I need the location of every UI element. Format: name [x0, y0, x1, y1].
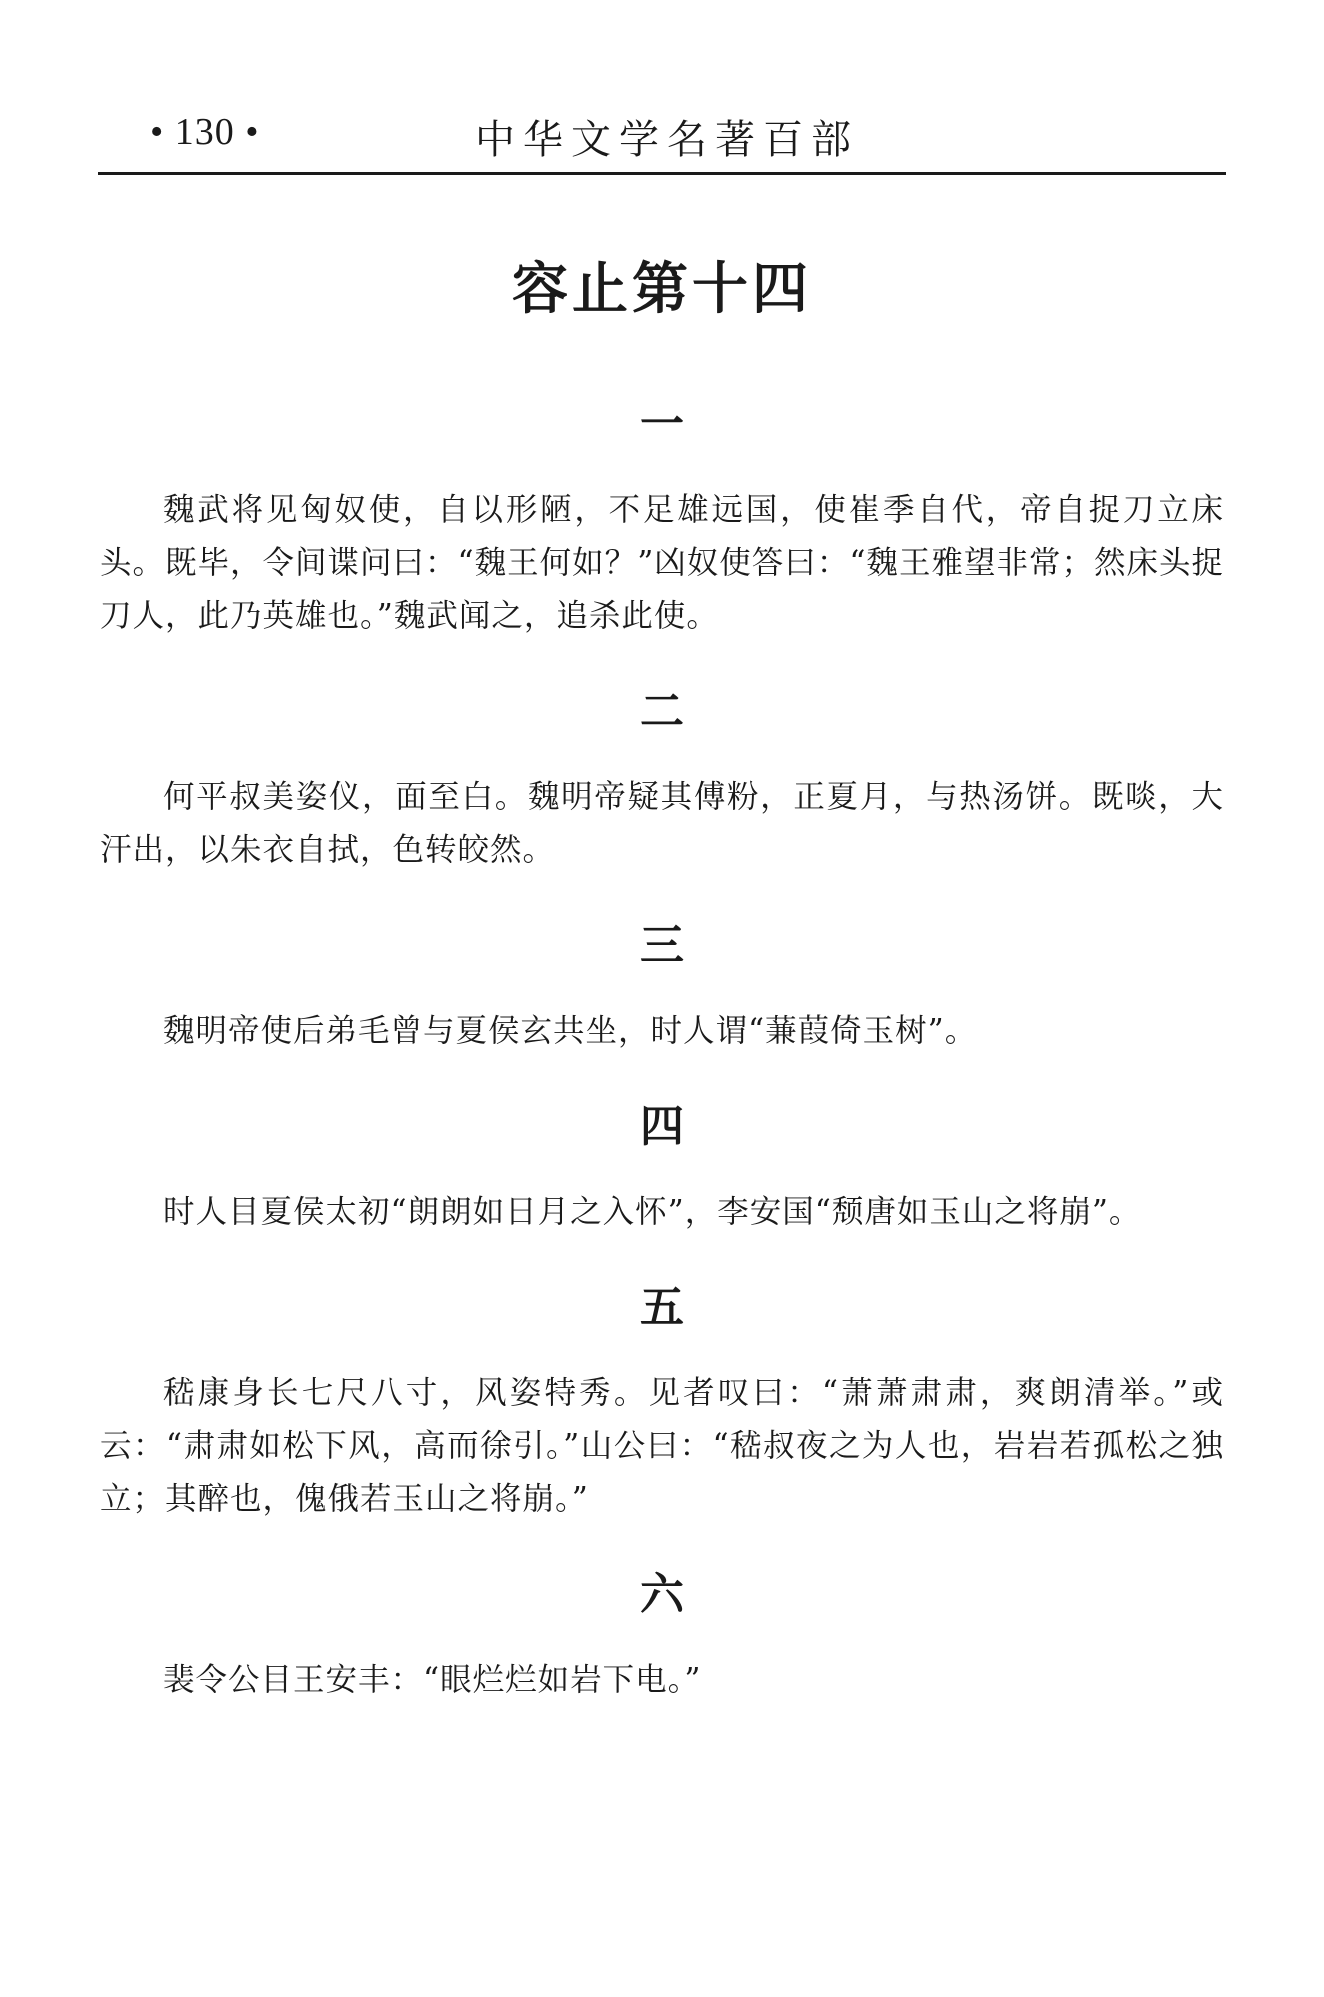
section-text: 魏武将见匈奴使，自以形陋，不足雄远国，使崔季自代，帝自捉刀立床头。既毕，令间谍问曰：“魏王何如？”凶奴使答曰：“魏王雅望非常；然床头捉刀人，此乃英雄也。”魏武闻之，追杀此使。 [100, 492, 1224, 634]
running-header [98, 100, 1226, 175]
section-number: 六 [640, 1569, 684, 1620]
section-text: 魏明帝使后弟毛曾与夏侯玄共坐，时人谓“蒹葭倚玉树”。 [163, 1013, 978, 1049]
section-number: 二 [640, 686, 684, 737]
section-number: 四 [640, 1101, 684, 1152]
book-title: 中华文学名著百部 [475, 117, 859, 163]
section-3 [100, 915, 1224, 1058]
section-6 [100, 1564, 1224, 1707]
section-text: 时人目夏侯太初“朗朗如日月之入怀”，李安国“颓唐如玉山之将崩”。 [163, 1194, 1142, 1230]
page-number: • 130 • [150, 111, 260, 153]
chapter-title: 容止第十四 [512, 257, 812, 322]
section-text: 裴令公目王安丰：“眼烂烂如岩下电。” [163, 1662, 702, 1698]
page-content [100, 250, 1224, 1745]
section-text: 何平叔美姿仪，面至白。魏明帝疑其傅粉，正夏月，与热汤饼。既啖，大汗出，以朱衣自拭，色转皎然。 [100, 779, 1224, 868]
section-number: 一 [640, 399, 684, 450]
section-number: 三 [640, 920, 684, 971]
section-4 [100, 1096, 1224, 1239]
section-5 [100, 1277, 1224, 1526]
section-text: 嵇康身长七尺八寸，风姿特秀。见者叹曰：“萧萧肃肃，爽朗清举。”或云：“肃肃如松下风，高而徐引。”山公曰：“嵇叔夜之为人也，岩岩若孤松之独立；其醉也，傀俄若玉山之将崩。” [100, 1375, 1224, 1517]
section-number: 五 [640, 1282, 684, 1333]
section-1 [100, 394, 1224, 643]
section-2 [100, 681, 1224, 877]
